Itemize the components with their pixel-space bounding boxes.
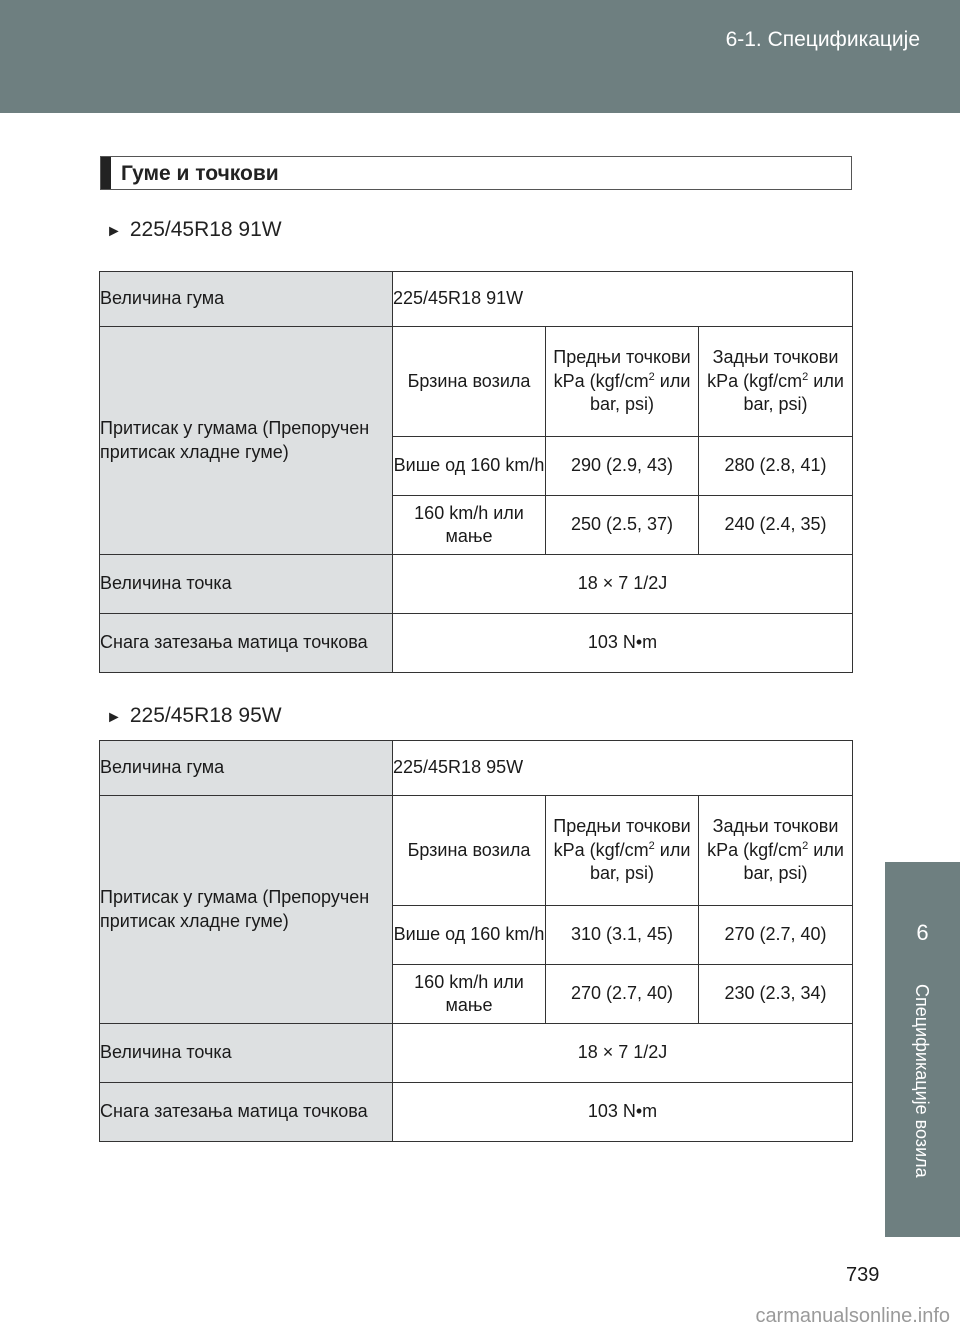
- torque-label: Снага затезања матица точкова: [100, 1083, 393, 1142]
- variant-label: 225/45R18 91W: [129, 218, 282, 241]
- table-row: [100, 327, 853, 437]
- torque-label: Снага затезања матица точкова: [100, 614, 393, 673]
- chapter-header: [0, 0, 960, 113]
- tire-size-label: Величина гума: [100, 741, 393, 796]
- table-row: [100, 741, 853, 796]
- wheel-size-value: 18 × 7 1/2J: [393, 1024, 853, 1083]
- rear-header: Задњи точкови kPa ($kgf/cm^2$ или bar, psi): [699, 796, 853, 906]
- tire-spec-table-2: [99, 740, 853, 1142]
- rear-pressure-cell: 240 (2.4, 35): [699, 496, 853, 555]
- torque-value: 103 N•m: [393, 614, 853, 673]
- page-number: 739: [846, 1264, 880, 1286]
- pressure-label: Притисак у гумама (Препоручен притисак хладне гуме): [100, 796, 393, 1024]
- tire-spec-table-1: [99, 271, 853, 673]
- front-header: Предњи точкови kPa ($kgf/cm^2$ или bar, psi): [546, 796, 699, 906]
- variant-label: 225/45R18 95W: [129, 704, 282, 727]
- front-pressure-cell: 250 (2.5, 37): [546, 496, 699, 555]
- section-heading-bar: [101, 157, 111, 189]
- pressure-label: Притисак у гумама (Препоручен притисак хладне гуме): [100, 327, 393, 555]
- table-row: [100, 1083, 853, 1142]
- watermark-text: carmanualsonline.info: [755, 1305, 950, 1327]
- front-pressure-cell: 290 (2.9, 43): [546, 437, 699, 496]
- speed-cell: Више од 160 km/h: [393, 437, 546, 496]
- tire-size-value: 225/45R18 95W: [393, 741, 853, 796]
- table-row: [100, 272, 853, 327]
- rear-pressure-cell: 280 (2.8, 41): [699, 437, 853, 496]
- torque-value: 103 N•m: [393, 1083, 853, 1142]
- right-triangle-icon: ►: [106, 709, 122, 726]
- rear-header: Задњи точкови kPa ($kgf/cm^2$ или bar, psi): [699, 327, 853, 437]
- variant-heading-2: [106, 704, 282, 728]
- wheel-size-label: Величина точка: [100, 1024, 393, 1083]
- tire-size-label: Величина гума: [100, 272, 393, 327]
- chapter-title: 6-1. Спецификације: [725, 28, 920, 51]
- speed-cell: 160 km/h или мање: [393, 965, 546, 1024]
- right-triangle-icon: ►: [106, 223, 122, 240]
- speed-header: Брзина возила: [393, 327, 546, 437]
- wheel-size-value: 18 × 7 1/2J: [393, 555, 853, 614]
- chapter-side-label: Спецификације возила: [912, 984, 932, 1178]
- tire-size-value: 225/45R18 91W: [393, 272, 853, 327]
- speed-header: Брзина возила: [393, 796, 546, 906]
- speed-cell: 160 km/h или мање: [393, 496, 546, 555]
- speed-cell: Више од 160 km/h: [393, 906, 546, 965]
- rear-pressure-cell: 270 (2.7, 40): [699, 906, 853, 965]
- chapter-side-tab: [885, 862, 960, 1237]
- section-heading: [100, 156, 852, 190]
- table-row: [100, 796, 853, 906]
- wheel-size-label: Величина точка: [100, 555, 393, 614]
- front-header: Предњи точкови kPa ($kgf/cm^2$ или bar, psi): [546, 327, 699, 437]
- rear-pressure-cell: 230 (2.3, 34): [699, 965, 853, 1024]
- table-row: [100, 1024, 853, 1083]
- section-title: Гуме и точкови: [121, 162, 279, 185]
- chapter-number: 6: [916, 920, 929, 945]
- front-pressure-cell: 310 (3.1, 45): [546, 906, 699, 965]
- table-row: [100, 555, 853, 614]
- table-row: [100, 614, 853, 673]
- front-pressure-cell: 270 (2.7, 40): [546, 965, 699, 1024]
- variant-heading-1: [106, 218, 282, 242]
